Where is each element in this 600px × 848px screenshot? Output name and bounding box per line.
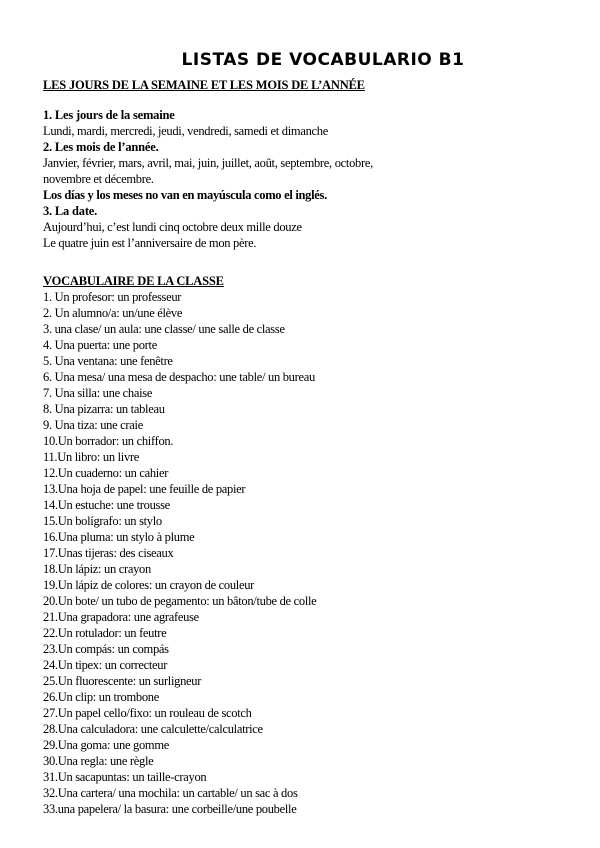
list-item: 17.Unas tijeras: des ciseaux (43, 546, 174, 560)
classroom-vocabulary-section (43, 273, 573, 817)
days-months-section (43, 77, 573, 251)
list-item: 24.Un tipex: un correcteur (43, 658, 168, 672)
list-item: 33.una papelera/ la basura: une corbeille/une poubelle (43, 802, 297, 816)
months-text: Janvier, février, mars, avril, mai, juin, juillet, août, septembre, octobre, novembre et décembre. (43, 156, 373, 186)
list-item: 31.Un sacapuntas: un taille-crayon (43, 770, 207, 784)
capitalization-note: Los días y los meses no van en mayúscula como el inglés. (43, 188, 327, 202)
date-example-1: Aujourd’hui, c’est lundi cinq octobre deux mille douze (43, 220, 302, 234)
list-item: 7. Una silla: une chaise (43, 386, 153, 400)
classroom-vocabulary-heading: VOCABULAIRE DE LA CLASSE (43, 274, 224, 288)
list-item: 15.Un bolígrafo: un stylo (43, 514, 162, 528)
date-heading: 3. La date. (43, 204, 98, 218)
list-item: 28.Una calculadora: une calculette/calculatrice (43, 722, 263, 736)
months-heading: 2. Les mois de l’année. (43, 140, 159, 154)
list-item: 32.Una cartera/ una mochila: un cartable/ un sac à dos (43, 786, 298, 800)
days-months-heading: LES JOURS DE LA SEMAINE ET LES MOIS DE L’ANNÉE (43, 78, 365, 92)
list-item: 13.Una hoja de papel: une feuille de papier (43, 482, 246, 496)
list-item: 2. Un alumno/a: un/une élève (43, 306, 183, 320)
list-item: 19.Un lápiz de colores: un crayon de couleur (43, 578, 255, 592)
list-item: 29.Una goma: une gomme (43, 738, 170, 752)
list-item: 20.Un bote/ un tubo de pegamento: un bâton/tube de colle (43, 594, 317, 608)
list-item: 4. Una puerta: une porte (43, 338, 157, 352)
date-example-2: Le quatre juin est l’anniversaire de mon père. (43, 236, 257, 250)
list-item: 8. Una pizarra: un tableau (43, 402, 165, 416)
list-item: 10.Un borrador: un chiffon. (43, 434, 174, 448)
list-item: 26.Un clip: un trombone (43, 690, 160, 704)
days-heading: 1. Les jours de la semaine (43, 108, 175, 122)
list-item: 5. Una ventana: une fenêtre (43, 354, 173, 368)
list-item: 18.Un lápiz: un crayon (43, 562, 151, 576)
document-title: LISTAS DE VOCABULARIO B1 (181, 50, 465, 70)
list-item: 22.Un rotulador: un feutre (43, 626, 167, 640)
list-item: 27.Un papel cello/fixo: un rouleau de scotch (43, 706, 252, 720)
list-item: 25.Un fluorescente: un surligneur (43, 674, 202, 688)
list-item: 3. una clase/ un aula: une classe/ une salle de classe (43, 322, 285, 336)
vocabulary-list (43, 289, 573, 817)
list-item: 23.Un compás: un compás (43, 642, 169, 656)
list-item: 12.Un cuaderno: un cahier (43, 466, 169, 480)
list-item: 14.Un estuche: une trousse (43, 498, 170, 512)
list-item: 11.Un libro: un livre (43, 450, 140, 464)
list-item: 9. Una tiza: une craie (43, 418, 143, 432)
list-item: 21.Una grapadora: une agrafeuse (43, 610, 199, 624)
document-page (43, 50, 573, 817)
days-text: Lundi, mardi, mercredi, jeudi, vendredi, samedi et dimanche (43, 124, 328, 138)
list-item: 30.Una regla: une règle (43, 754, 154, 768)
list-item: 1. Un profesor: un professeur (43, 290, 182, 304)
list-item: 16.Una pluma: un stylo à plume (43, 530, 195, 544)
list-item: 6. Una mesa/ una mesa de despacho: une table/ un bureau (43, 370, 315, 384)
